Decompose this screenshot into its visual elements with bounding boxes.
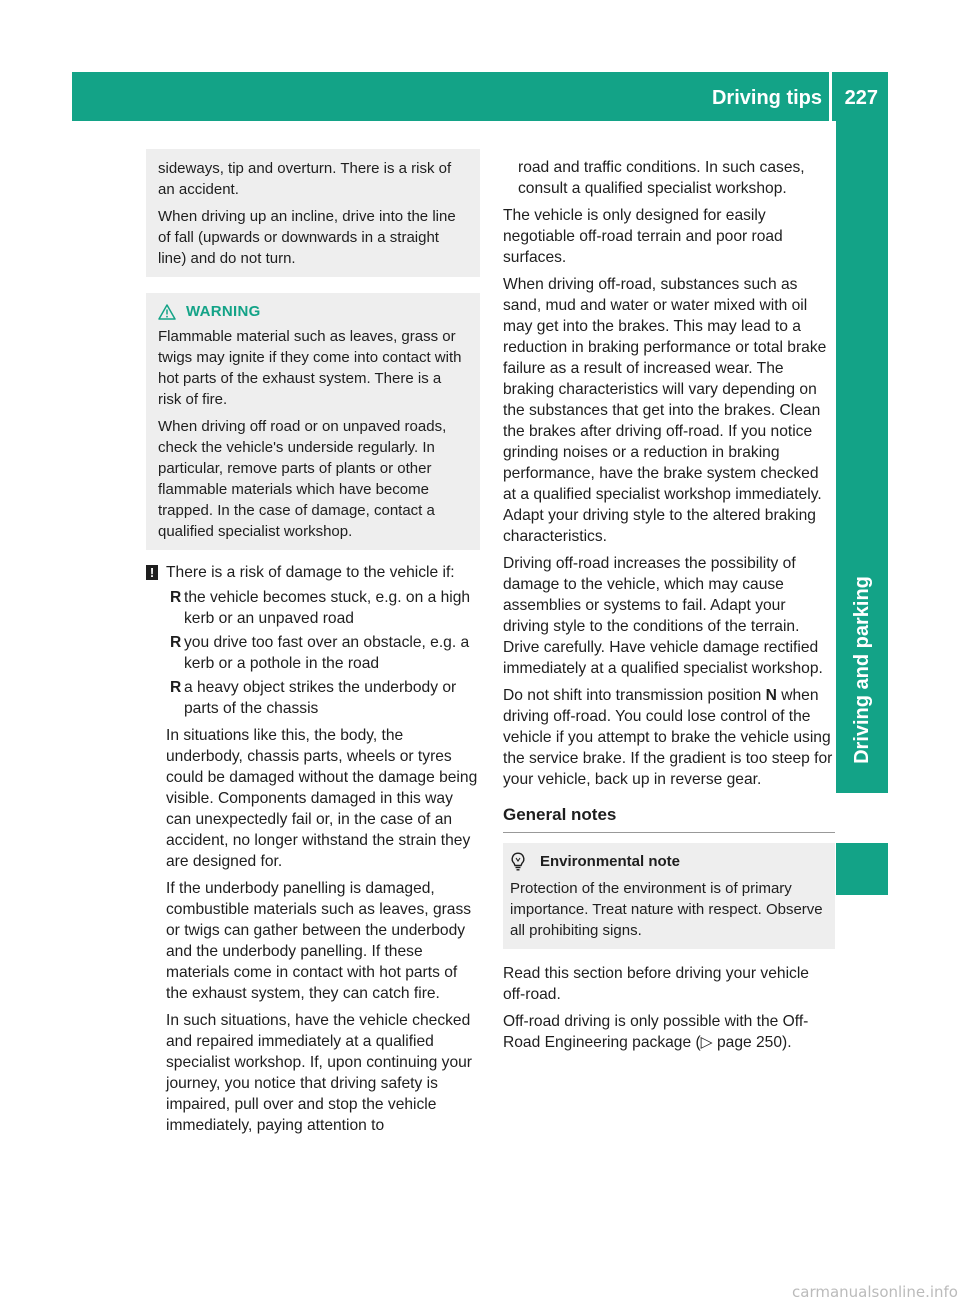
- notice-paragraph: If the underbody panelling is damaged, combustible materials such as leaves, grass or twigs can gather between the underbody and the underbody panelling. If these materials come in contact with hot parts of the exhaust system, they can catch fire.: [166, 880, 472, 1002]
- box-paragraph: sideways, tip and overturn. There is a risk of an accident.: [158, 160, 452, 198]
- notice-paragraph: In such situations, have the vehicle checked and repaired immediately at a qualified specialist workshop. If, upon continuing your journey, you notice that driving safety is impaired, pull over and stop the vehicle immediately, paying attention to: [166, 1012, 472, 1134]
- notice-icon: !: [146, 565, 158, 580]
- notice-bullets: [166, 587, 480, 719]
- header-bar: [72, 72, 888, 121]
- watermark: carmanualsonline.info: [792, 1283, 958, 1301]
- body-paragraph: Do not shift into transmission position N when driving off-road. You could lose control of the vehicle if you attempt to brake the vehicle using the service brake. If the gradient is too steep for your vehicle, back up in reverse gear.: [503, 687, 833, 788]
- page-reference-arrow-icon: ▷: [700, 1034, 713, 1051]
- warning-label: WARNING: [186, 303, 261, 320]
- list-item: R a heavy object strikes the underbody or parts of the chassis: [170, 679, 457, 717]
- environmental-note-label: Environmental note: [540, 853, 681, 870]
- page-number: 227: [844, 87, 878, 109]
- body-paragraph: The vehicle is only designed for easily negotiable off-road terrain and poor road surfaces.: [503, 207, 783, 266]
- box-paragraph: When driving up an incline, drive into the line of fall (upwards or downwards in a straight line) and do not turn.: [158, 208, 456, 267]
- side-tab: [836, 121, 888, 793]
- body-paragraph: When driving off-road, substances such as sand, mud and water or water mixed with oil may get into the brakes. This may lead to a reduction in braking performance or total brake failure as a result of increased wear. The braking characteristics will vary depending on the substances that get into the brakes. Clean the brakes after driving off-road. If you notice grinding noises or a reduction in braking performance, have the brake system checked at a qualified specialist workshop immediately. Adapt your driving style to the altered braking characteristics.: [503, 276, 827, 545]
- side-tab-label: Driving and parking: [851, 576, 873, 764]
- right-column: [503, 157, 835, 1059]
- chapter-title: Driving tips: [711, 87, 822, 109]
- left-column: [146, 149, 480, 1142]
- body-paragraph: Off-road driving is only possible with the Off-Road Engineering package (▷ page 250).: [503, 1013, 809, 1051]
- environmental-note-text: Protection of the environment is of primary importance. Treat nature with respect. Observe all prohibiting signs.: [510, 880, 823, 939]
- environmental-note-box: [503, 843, 835, 949]
- notice-paragraph: In situations like this, the body, the underbody, chassis parts, wheels or tyres could be damaged without the damage being visible. Components damaged in this way can unexpectedly fail or, in the case of an accident, no longer withstand the strain they are designed for.: [166, 727, 478, 870]
- body-paragraph: Driving off-road increases the possibility of damage to the vehicle, which may cause assemblies or systems to fail. Adapt your driving style to the conditions of the terrain. Drive carefully. Have vehicle damage rectified immediately at a qualified specialist workshop.: [503, 555, 823, 677]
- header-separator: [829, 72, 832, 121]
- continued-warning-box: [146, 149, 480, 277]
- warning-paragraph: When driving off road or on unpaved roads, check the vehicle's underside regularly. In particular, remove parts of plants or other flammable materials which have become trapped. In the case of damage, contact a qualified specialist workshop.: [158, 418, 447, 540]
- warning-paragraph: Flammable material such as leaves, grass or twigs may ignite if they come into contact with hot parts of the exhaust system. There is a risk of fire.: [158, 328, 462, 408]
- gear-position-n: N: [765, 687, 777, 704]
- warning-triangle-icon: [158, 304, 176, 320]
- notice-intro: There is a risk of damage to the vehicle if:: [166, 564, 455, 581]
- section-title: General notes: [503, 804, 835, 833]
- damage-notice: [146, 562, 480, 1136]
- warning-box: [146, 293, 480, 550]
- side-tab-marker: [836, 843, 888, 895]
- list-item: R the vehicle becomes stuck, e.g. on a high kerb or an unpaved road: [170, 589, 471, 627]
- body-paragraph: Read this section before driving your vehicle off-road.: [503, 965, 809, 1003]
- notice-continuation: road and traffic conditions. In such cases, consult a qualified specialist workshop.: [518, 159, 805, 197]
- lightbulb-icon: [510, 852, 526, 872]
- list-item: R you drive too fast over an obstacle, e.g. a kerb or a pothole in the road: [170, 634, 470, 672]
